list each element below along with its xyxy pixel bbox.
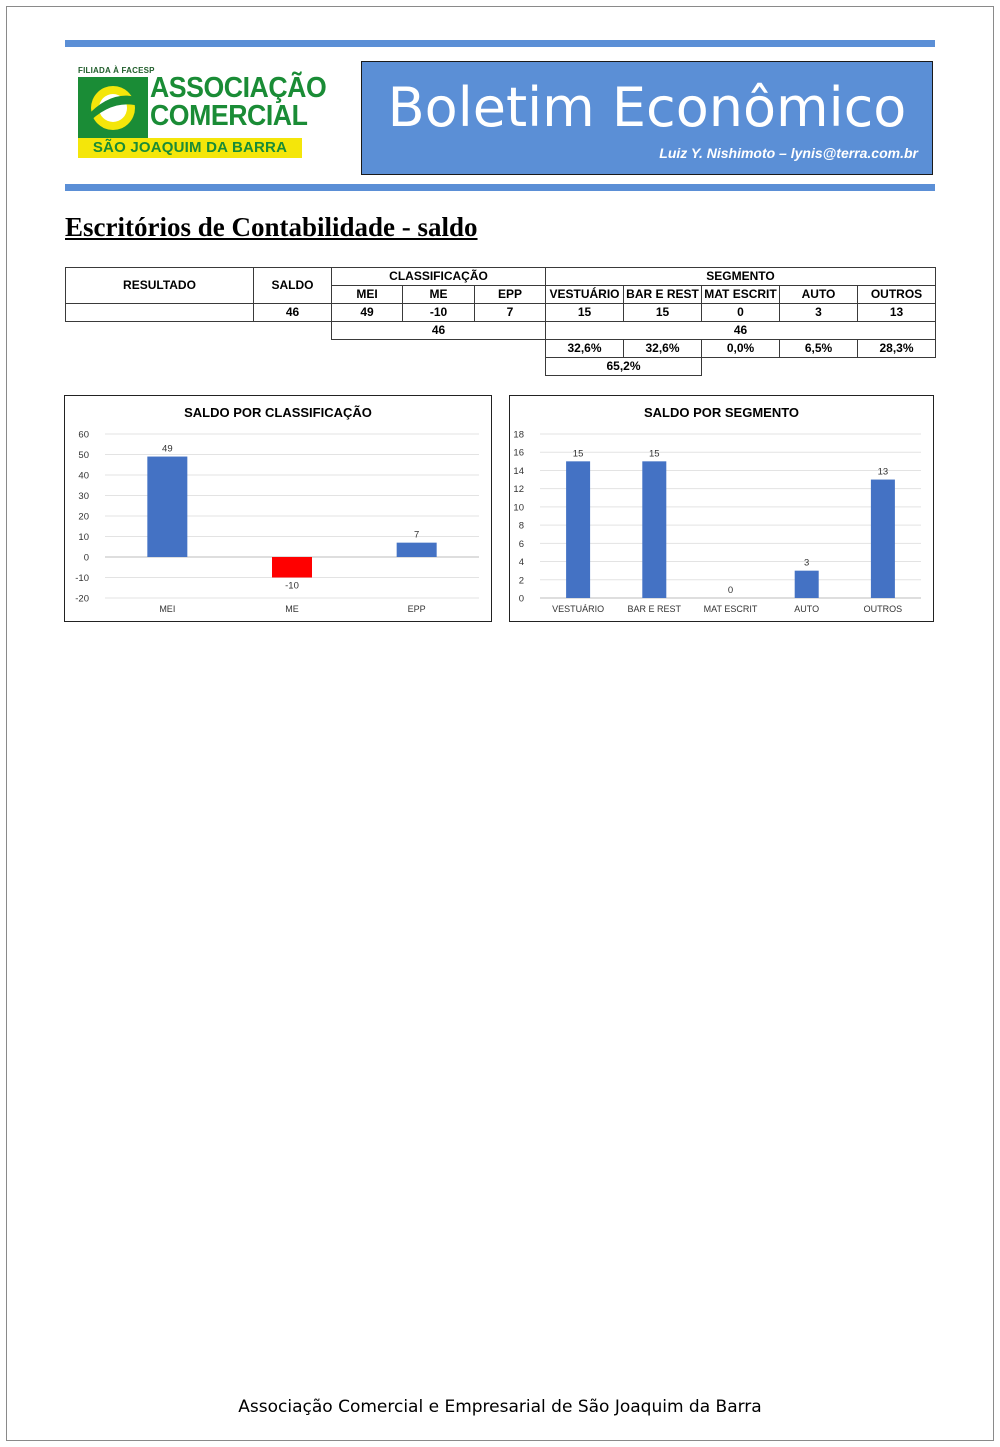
bottom-rule xyxy=(65,184,935,191)
segmento-header: SEGMENTO xyxy=(546,268,936,286)
seg-percent-cell: 0,0% xyxy=(702,340,780,358)
y-tick-label: 20 xyxy=(78,511,89,523)
bar xyxy=(566,461,590,598)
data-label: 3 xyxy=(804,557,810,569)
y-tick-label: 12 xyxy=(513,484,524,496)
x-tick-label: MAT ESCRIT xyxy=(703,604,758,614)
blank-cell xyxy=(332,340,403,358)
seg-header-cell: OUTROS xyxy=(858,286,936,304)
seg-value-cell: 3 xyxy=(780,304,858,322)
blank-cell xyxy=(403,358,475,376)
table-row xyxy=(66,268,936,286)
blank-cell xyxy=(66,358,254,376)
table-row xyxy=(66,358,936,376)
bar xyxy=(397,543,437,557)
x-tick-label: OUTROS xyxy=(863,604,903,614)
x-tick-label: BAR E REST xyxy=(627,604,682,614)
segment-chart xyxy=(509,395,934,622)
saldo-value: 46 xyxy=(254,304,332,322)
blank-cell xyxy=(858,358,936,376)
data-label: 15 xyxy=(572,448,584,460)
y-tick-label: 2 xyxy=(518,575,524,587)
y-tick-label: -10 xyxy=(75,573,89,584)
title-banner xyxy=(361,61,933,175)
class-header-cell: EPP xyxy=(475,286,546,304)
blank-cell xyxy=(475,358,546,376)
blank-cell xyxy=(254,340,332,358)
seg-percent-cell: 6,5% xyxy=(780,340,858,358)
bar xyxy=(871,480,895,598)
logo-city: SÃO JOAQUIM DA BARRA xyxy=(78,138,302,158)
seg-percent-cell: 32,6% xyxy=(546,340,624,358)
data-label: 15 xyxy=(649,448,660,460)
saldo-header: SALDO xyxy=(254,268,332,304)
association-logo xyxy=(76,66,327,162)
seg-header-cell: MAT ESCRIT xyxy=(702,286,780,304)
y-tick-label: 30 xyxy=(78,491,89,502)
y-tick-label: 14 xyxy=(513,465,524,477)
resultado-header: RESULTADO xyxy=(66,268,254,304)
bar xyxy=(642,461,666,598)
y-tick-label: 50 xyxy=(78,450,89,461)
y-tick-label: 10 xyxy=(78,532,89,543)
table-row xyxy=(66,322,936,340)
classificacao-header: CLASSIFICAÇÃO xyxy=(332,268,546,286)
seg-value-cell: 0 xyxy=(702,304,780,322)
y-tick-label: 4 xyxy=(518,557,524,569)
author-credit: Luiz Y. Nishimoto – lynis@terra.com.br xyxy=(659,145,918,161)
chart-title: SALDO POR CLASSIFICAÇÃO xyxy=(184,405,372,420)
classification-chart-svg xyxy=(65,396,491,621)
logo-emblem-icon xyxy=(78,77,148,139)
data-label: 13 xyxy=(877,466,889,478)
y-tick-label: 0 xyxy=(518,593,524,605)
data-label: 7 xyxy=(414,529,420,541)
blank-cell xyxy=(403,340,475,358)
class-value-cell: 49 xyxy=(332,304,403,322)
class-value-cell: -10 xyxy=(403,304,475,322)
y-tick-label: 18 xyxy=(513,429,524,441)
class-header-cell: ME xyxy=(403,286,475,304)
logo-affiliation: FILIADA À FACESP xyxy=(78,66,155,75)
class-value-cell: 7 xyxy=(475,304,546,322)
x-tick-label: AUTO xyxy=(794,604,820,614)
y-tick-label: -20 xyxy=(75,593,89,605)
blank-cell xyxy=(475,340,546,358)
blank-cell xyxy=(66,340,254,358)
resultado-value-cell xyxy=(66,304,254,322)
data-label: 0 xyxy=(727,585,734,596)
class-total: 46 xyxy=(332,322,546,340)
data-label: -10 xyxy=(285,580,299,592)
seg-header-cell: VESTUÁRIO xyxy=(546,286,624,304)
blank-cell xyxy=(254,358,332,376)
bulletin-title: Boletim Econômico xyxy=(387,76,907,139)
seg-header-cell: BAR E REST xyxy=(624,286,702,304)
bar xyxy=(272,557,312,578)
table-row xyxy=(66,304,936,322)
logo-word-1: ASSOCIAÇÃO xyxy=(150,72,327,104)
seg-value-cell: 15 xyxy=(624,304,702,322)
seg-percent-cell: 28,3% xyxy=(858,340,936,358)
seg-total: 46 xyxy=(546,322,936,340)
section-heading: Escritórios de Contabilidade - saldo xyxy=(65,212,478,242)
seg-value-cell: 15 xyxy=(546,304,624,322)
blank-cell xyxy=(254,322,332,340)
top-rule xyxy=(65,40,935,47)
footer-text: Associação Comercial e Empresarial de São Joaquim da Barra xyxy=(238,1397,762,1417)
y-tick-label: 6 xyxy=(518,538,524,550)
y-tick-label: 16 xyxy=(513,447,524,459)
data-label: 49 xyxy=(162,443,173,455)
x-tick-label: EPP xyxy=(407,604,426,614)
seg-group-percent: 65,2% xyxy=(546,358,702,376)
bar xyxy=(795,571,819,598)
seg-percent-cell: 32,6% xyxy=(624,340,702,358)
x-tick-label: ME xyxy=(285,604,299,614)
chart-title: SALDO POR SEGMENTO xyxy=(643,405,800,420)
blank-cell xyxy=(702,358,780,376)
results-table xyxy=(65,267,936,376)
y-tick-label: 60 xyxy=(78,429,89,441)
seg-value-cell: 13 xyxy=(858,304,936,322)
y-tick-label: 40 xyxy=(78,470,89,482)
blank-cell xyxy=(780,358,858,376)
x-tick-label: MEI xyxy=(159,604,176,614)
blank-cell xyxy=(66,322,254,340)
blank-cell xyxy=(332,358,403,376)
y-tick-label: 8 xyxy=(518,520,524,532)
logo-word-2: COMERCIAL xyxy=(150,100,308,132)
segment-chart-svg xyxy=(510,396,933,621)
classification-chart xyxy=(64,395,492,622)
bar xyxy=(147,457,187,557)
seg-header-cell: AUTO xyxy=(780,286,858,304)
class-header-cell: MEI xyxy=(332,286,403,304)
y-tick-label: 0 xyxy=(83,552,89,564)
x-tick-label: VESTUÁRIO xyxy=(552,604,605,614)
y-tick-label: 10 xyxy=(513,502,524,514)
table-row xyxy=(66,340,936,358)
